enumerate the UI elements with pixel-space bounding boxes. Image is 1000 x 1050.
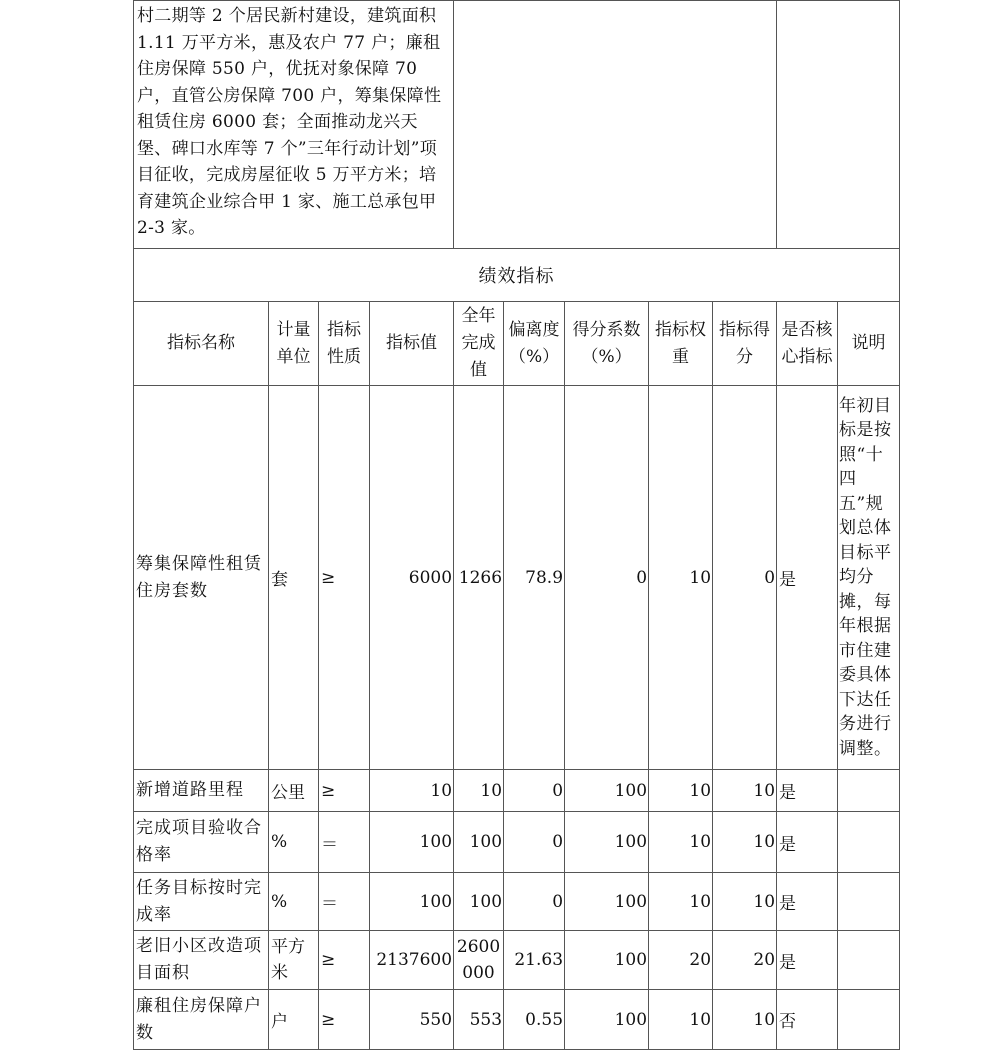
row-actual: 100	[454, 812, 504, 873]
row-coef: 100	[565, 931, 649, 990]
row-score: 10	[713, 812, 777, 873]
row-nature: ＝	[319, 812, 370, 873]
row-core: 是	[777, 931, 838, 990]
header-name: 指标名称	[134, 302, 269, 386]
table-row	[134, 990, 900, 1050]
header-core: 是否核心指标	[777, 302, 838, 386]
row-coef: 100	[565, 873, 649, 931]
row-unit: 公里	[269, 770, 319, 812]
row-actual: 100	[454, 873, 504, 931]
performance-table	[133, 0, 900, 1050]
row-weight: 10	[649, 990, 713, 1050]
row-note	[838, 770, 900, 812]
row-nature: ≥	[319, 990, 370, 1050]
row-coef: 0	[565, 386, 649, 770]
row-weight: 10	[649, 873, 713, 931]
row-nature: ≥	[319, 770, 370, 812]
row-note	[838, 812, 900, 873]
header-nature: 指标性质	[319, 302, 370, 386]
header-unit: 计量单位	[269, 302, 319, 386]
row-coef: 100	[565, 812, 649, 873]
row-unit: %	[269, 873, 319, 931]
row-actual: 10	[454, 770, 504, 812]
intro-row	[134, 1, 900, 249]
row-score: 10	[713, 873, 777, 931]
header-deviation: 偏离度（%）	[504, 302, 565, 386]
row-deviation: 0	[504, 770, 565, 812]
row-deviation: 0.55	[504, 990, 565, 1050]
row-note	[838, 873, 900, 931]
header-weight: 指标权重	[649, 302, 713, 386]
row-value: 2137600	[370, 931, 454, 990]
row-core: 是	[777, 812, 838, 873]
row-nature: ≥	[319, 386, 370, 770]
table-row	[134, 873, 900, 931]
row-nature: ＝	[319, 873, 370, 931]
row-name: 任务目标按时完成率	[134, 873, 269, 931]
row-actual: 553	[454, 990, 504, 1050]
header-value: 指标值	[370, 302, 454, 386]
row-note: 年初目标是按照“十四五”规划总体目标平均分摊，每年根据市住建委具体下达任务进行调整。	[838, 386, 900, 770]
table-row	[134, 386, 900, 770]
row-unit: 户	[269, 990, 319, 1050]
row-weight: 10	[649, 812, 713, 873]
row-deviation: 0	[504, 873, 565, 931]
row-core: 是	[777, 873, 838, 931]
row-core: 否	[777, 990, 838, 1050]
row-score: 20	[713, 931, 777, 990]
row-deviation: 21.63	[504, 931, 565, 990]
row-weight: 10	[649, 386, 713, 770]
row-score: 10	[713, 770, 777, 812]
intro-text: 村二期等 2 个居民新村建设，建筑面积 1.11 万平方米，惠及农户 77 户；廉租住房保障 550 户，优抚对象保障 70 户，直管公房保障 700 户，筹集保障性租赁住房 6000 套；全面推动龙兴天堡、碑口水库等 7 个”三年行动计划”项目征收，完成房屋征收 5 万平方米；培育建筑企业综合甲 1 家、施工总承包甲 2-3 家。	[134, 1, 454, 249]
row-weight: 10	[649, 770, 713, 812]
row-weight: 20	[649, 931, 713, 990]
row-value: 100	[370, 812, 454, 873]
row-name: 廉租住房保障户数	[134, 990, 269, 1050]
row-actual: 2600000	[454, 931, 504, 990]
row-nature: ≥	[319, 931, 370, 990]
row-score: 0	[713, 386, 777, 770]
row-deviation: 0	[504, 812, 565, 873]
row-value: 550	[370, 990, 454, 1050]
table-row	[134, 770, 900, 812]
row-deviation: 78.9	[504, 386, 565, 770]
row-coef: 100	[565, 990, 649, 1050]
row-note	[838, 990, 900, 1050]
row-value: 100	[370, 873, 454, 931]
header-actual: 全年完成值	[454, 302, 504, 386]
row-note	[838, 931, 900, 990]
row-value: 6000	[370, 386, 454, 770]
row-value: 10	[370, 770, 454, 812]
section-title: 绩效指标	[134, 249, 900, 302]
header-score: 指标得分	[713, 302, 777, 386]
header-row	[134, 302, 900, 386]
row-name: 筹集保障性租赁住房套数	[134, 386, 269, 770]
row-actual: 1266	[454, 386, 504, 770]
row-coef: 100	[565, 770, 649, 812]
row-unit: %	[269, 812, 319, 873]
row-core: 是	[777, 386, 838, 770]
table-row	[134, 931, 900, 990]
row-unit: 平方米	[269, 931, 319, 990]
intro-empty-cell	[777, 1, 900, 249]
row-name: 完成项目验收合格率	[134, 812, 269, 873]
header-note: 说明	[838, 302, 900, 386]
row-core: 是	[777, 770, 838, 812]
row-name: 老旧小区改造项目面积	[134, 931, 269, 990]
row-unit: 套	[269, 386, 319, 770]
row-score: 10	[713, 990, 777, 1050]
intro-empty-cell	[454, 1, 777, 249]
row-name: 新增道路里程	[134, 770, 269, 812]
table-row	[134, 812, 900, 873]
header-coef: 得分系数（%）	[565, 302, 649, 386]
